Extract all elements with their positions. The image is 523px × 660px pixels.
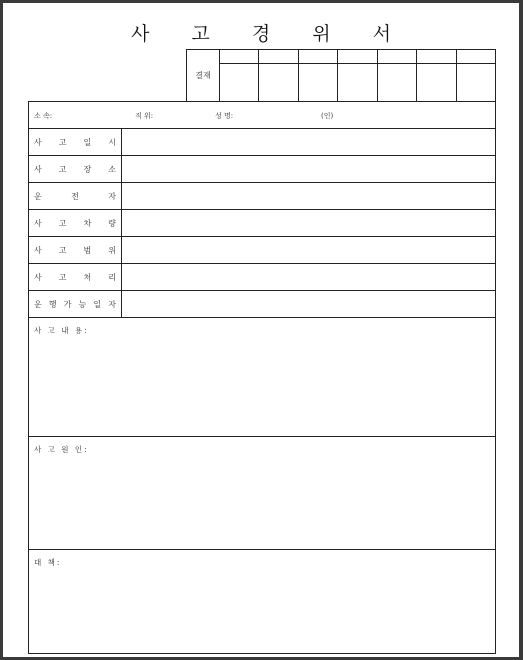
approval-cell-header xyxy=(220,50,258,64)
label-char: 처 xyxy=(83,272,92,282)
label-char: 자 xyxy=(108,299,116,309)
approval-columns xyxy=(220,50,495,101)
label-char: 운 xyxy=(34,299,42,309)
form-field-label xyxy=(29,264,122,290)
label-char: 운 xyxy=(34,191,42,201)
label-char: 자 xyxy=(108,191,116,201)
approval-cell-sign[interactable] xyxy=(299,64,337,101)
approval-cell[interactable] xyxy=(259,50,298,101)
document-page xyxy=(3,3,519,657)
label-char: 장 xyxy=(83,164,92,174)
accident-content-block xyxy=(29,318,495,437)
label-char: 량 xyxy=(108,218,116,228)
approval-cell-header xyxy=(457,50,495,64)
form-field-value[interactable] xyxy=(122,291,495,317)
approval-cell-header xyxy=(338,50,376,64)
approval-cell-sign[interactable] xyxy=(338,64,376,101)
approval-cell[interactable] xyxy=(457,50,495,101)
label-char: 사 xyxy=(34,137,42,147)
label-char: 사 xyxy=(34,245,42,255)
seal-mark: (인) xyxy=(321,112,334,120)
form-field-label xyxy=(29,129,122,155)
form-field-value[interactable] xyxy=(122,210,495,236)
form-field-value[interactable] xyxy=(122,264,495,290)
label-char: 행 xyxy=(48,299,57,309)
label-char: 리 xyxy=(108,272,116,282)
label-char: 소 xyxy=(108,164,116,174)
affiliation-label: 소 속: xyxy=(34,112,53,120)
label-char: 사 xyxy=(34,272,42,282)
label-char: 사 xyxy=(34,218,42,228)
approval-box xyxy=(186,49,496,102)
form-field-label xyxy=(29,156,122,182)
form-field-label xyxy=(29,291,122,317)
approval-cell-header xyxy=(417,50,455,64)
label-char: 고 xyxy=(58,245,67,255)
info-row xyxy=(29,102,495,129)
approval-label: 결재 xyxy=(187,50,220,101)
accident-cause-label: 사 고 원 인: xyxy=(34,445,89,454)
label-char: 위 xyxy=(108,245,116,255)
label-char: 시 xyxy=(108,137,116,147)
form-field-row xyxy=(29,210,495,237)
form-field-row xyxy=(29,291,495,318)
label-char: 가 xyxy=(63,299,72,309)
approval-cell[interactable] xyxy=(417,50,456,101)
accident-content-label: 사 고 내 용: xyxy=(34,326,89,335)
form-field-row xyxy=(29,264,495,291)
approval-cell-sign[interactable] xyxy=(378,64,416,101)
approval-cell-sign[interactable] xyxy=(259,64,297,101)
report-form xyxy=(28,101,496,654)
approval-cell[interactable] xyxy=(378,50,417,101)
approval-cell-sign[interactable] xyxy=(220,64,258,101)
form-field-label xyxy=(29,237,122,263)
approval-cell[interactable] xyxy=(220,50,259,101)
field-rows xyxy=(29,129,495,318)
countermeasure-block xyxy=(29,550,495,660)
form-field-label xyxy=(29,183,122,209)
approval-cell-sign[interactable] xyxy=(417,64,455,101)
approval-cell-header xyxy=(259,50,297,64)
approval-cell-header xyxy=(378,50,416,64)
form-field-value[interactable] xyxy=(122,129,495,155)
form-field-row xyxy=(29,183,495,210)
form-field-row xyxy=(29,129,495,156)
form-field-value[interactable] xyxy=(122,156,495,182)
form-field-row xyxy=(29,237,495,264)
approval-cell-header xyxy=(299,50,337,64)
form-field-value[interactable] xyxy=(122,237,495,263)
label-char: 고 xyxy=(58,272,67,282)
label-char: 일 xyxy=(83,137,92,147)
countermeasure-label: 대 책: xyxy=(34,558,62,567)
label-char: 전 xyxy=(71,191,79,201)
approval-cell[interactable] xyxy=(338,50,377,101)
approval-cell[interactable] xyxy=(299,50,338,101)
label-char: 고 xyxy=(58,218,67,228)
form-field-value[interactable] xyxy=(122,183,495,209)
form-field-row xyxy=(29,156,495,183)
label-char: 고 xyxy=(58,164,67,174)
position-label: 직 위: xyxy=(135,112,154,120)
label-char: 일 xyxy=(93,299,102,309)
document-title: 사 고 경 위 서 xyxy=(131,23,409,45)
form-field-label xyxy=(29,210,122,236)
name-label: 성 명: xyxy=(215,112,234,120)
label-char: 능 xyxy=(78,299,87,309)
label-char: 고 xyxy=(58,137,67,147)
label-char: 사 xyxy=(34,164,42,174)
label-char: 범 xyxy=(83,245,92,255)
accident-cause-block xyxy=(29,437,495,550)
label-char: 차 xyxy=(83,218,92,228)
approval-cell-sign[interactable] xyxy=(457,64,495,101)
